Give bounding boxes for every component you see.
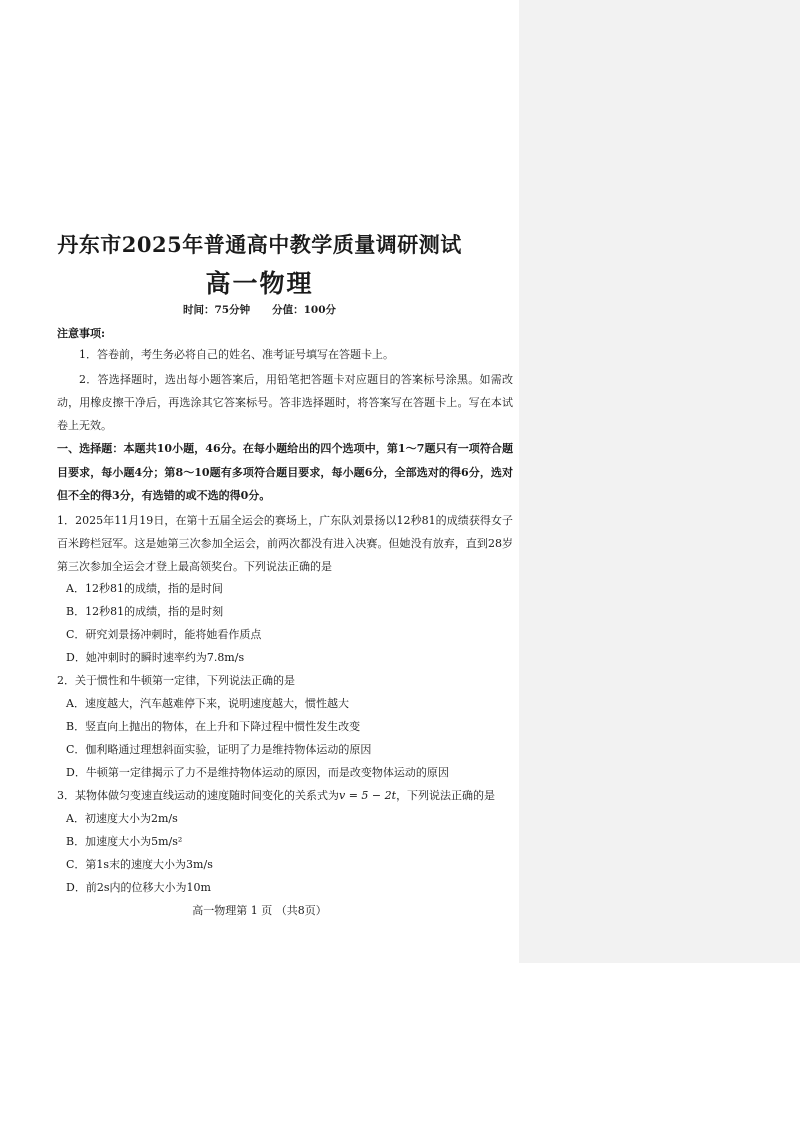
question-option: A．速度越大，汽车越难停下来，说明速度越大，惯性越大 xyxy=(66,697,349,710)
comment-sidebar xyxy=(519,0,800,963)
question-option: B．竖直向上抛出的物体，在上升和下降过程中惯性发生改变 xyxy=(66,720,361,733)
question-stem: 2．关于惯性和牛顿第一定律，下列说法正确的是 xyxy=(57,674,295,687)
section-instruction: 一、选择题：本题共10小题，46分。在每小题给出的四个选项中，第1～7题只有一项符合题目要求，每小题4分；第8～10题有多项符合题目要求，每小题6分，全部选对的得6分，选对但不全的得3分，有选错的或不选的得0分。 xyxy=(57,442,513,502)
exam-score: 分值：100分 xyxy=(272,304,337,316)
exam-title: 丹东市2025年普通高中教学质量调研测试 xyxy=(57,232,462,257)
subject-title: 高一物理 xyxy=(205,269,314,298)
question-option: D．前2s内的位移大小为10m xyxy=(66,881,211,894)
question-option: A．12秒81的成绩，指的是时间 xyxy=(66,582,223,595)
question-stem-text: ，下列说法正确的是 xyxy=(396,789,496,802)
question-option: C．研究刘景扬冲刺时，能将她看作质点 xyxy=(66,628,262,641)
velocity-equation: v = 5 − 2t xyxy=(339,789,397,802)
question-option: B．加速度大小为5m/s² xyxy=(66,835,183,848)
note-item: 1．答卷前，考生务必将自己的姓名、准考证号填写在答题卡上。 xyxy=(79,348,394,361)
page-footer: 高一物理第 1 页 （共8页） xyxy=(192,904,327,917)
question-option: A．初速度大小为2m/s xyxy=(66,812,178,825)
exam-time: 时间：75分钟 xyxy=(182,304,251,316)
question-stem xyxy=(57,785,495,807)
question-option: D．她冲刺时的瞬时速率约为7.8m/s xyxy=(66,651,245,664)
question-option: D．牛顿第一定律揭示了力不是维持物体运动的原因，而是改变物体运动的原因 xyxy=(66,766,449,779)
question-option: C．伽利略通过理想斜面实验，证明了力是维持物体运动的原因 xyxy=(66,743,372,756)
question-option: C．第1s末的速度大小为3m/s xyxy=(66,858,213,871)
note-item: 2．答选择题时，选出每小题答案后，用铅笔把答题卡对应题目的答案标号涂黑。如需改动，用橡皮擦干净后，再选涂其它答案标号。答非选择题时，将答案写在答题卡上。写在本试卷上无效。 xyxy=(57,373,513,432)
question-stem-text: 3．某物体做匀变速直线运动的速度随时间变化的关系式为 xyxy=(57,789,339,802)
question-stem: 1．2025年11月19日，在第十五届全运会的赛场上，广东队刘景扬以12秒81的成绩获得女子百米跨栏冠军。这是她第三次参加全运会，前两次都没有进入决赛。但她没有放弃，直到28岁第三次参加全运会才登上最高领奖台。下列说法正确的是 xyxy=(57,514,513,573)
question-option: B．12秒81的成绩，指的是时刻 xyxy=(66,605,224,618)
exam-meta xyxy=(0,302,519,317)
notes-heading: 注意事项: xyxy=(57,327,106,340)
